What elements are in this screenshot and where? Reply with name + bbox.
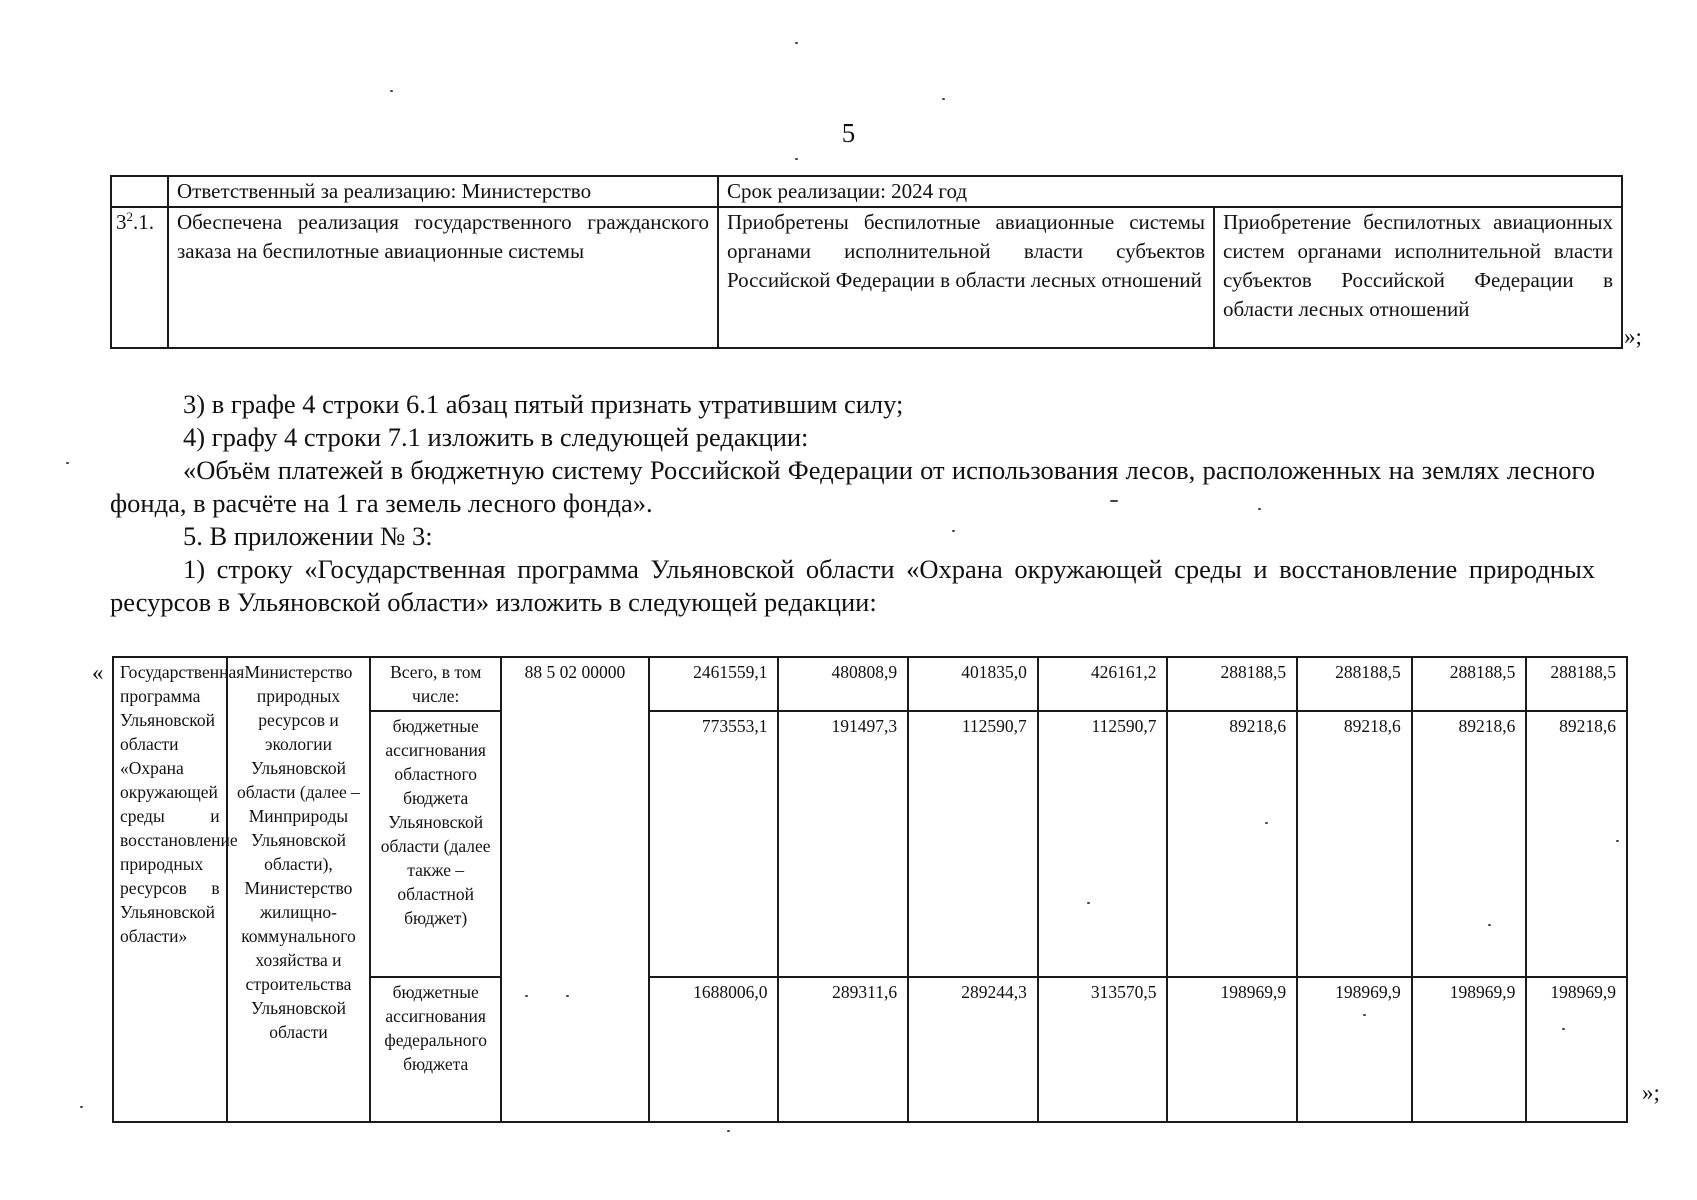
responsible-cell: Ответственный за реализацию: Министерство: [168, 176, 718, 207]
value-cell: 288188,5: [1297, 657, 1412, 711]
value-cell: 198969,9: [1297, 977, 1412, 1122]
scan-speck: [80, 1106, 83, 1108]
paragraph: 5. В приложении № 3:: [183, 521, 433, 551]
scan-speck: [1087, 902, 1090, 904]
value-cell: 2461559,1: [649, 657, 779, 711]
value-cell: 426161,2: [1038, 657, 1168, 711]
value-cell: 773553,1: [649, 711, 779, 977]
scan-speck: [1616, 840, 1619, 842]
scan-speck: [525, 995, 528, 997]
page-number: 5: [841, 118, 856, 148]
amendment-text: [110, 388, 1595, 619]
value-cell: 112590,7: [908, 711, 1038, 977]
acquired-cell: Приобретены беспилотные авиационные системы органами исполнительной власти субъектов Российской Федерации в области лесных отношений: [718, 207, 1214, 348]
value-cell: 89218,6: [1297, 711, 1412, 977]
executors-cell: Министерство природных ресурсов и экологии Ульяновской области (далее – Минприроды Ульяновской области), Министерство жилищно-коммунального хозяйства и строительства Ульяновской области: [227, 657, 371, 1122]
result-cell: Обеспечена реализация государственного гражданского заказа на беспилотные авиационные системы: [168, 207, 718, 348]
value-cell: 89218,6: [1526, 711, 1627, 977]
table-header-row: [111, 176, 1622, 207]
opening-quote: «: [92, 660, 104, 685]
value-cell: 288188,5: [1412, 657, 1527, 711]
value-cell: 288188,5: [1526, 657, 1627, 711]
closing-quote: »;: [1624, 324, 1642, 349]
paragraph: 1) строку «Государственная программа Ульяновской области «Охрана окружающей среды и восстановление природных ресурсов в Ульяновской области» изложить в следующей редакции:: [110, 554, 1595, 617]
paragraph: «Объём платежей в бюджетную систему Российской Федерации от использования лесов, расположенных на землях лесного фонда, в расчёте на 1 га земель лесного фонда».: [110, 455, 1595, 518]
value-cell: 89218,6: [1412, 711, 1527, 977]
value-cell: 289244,3: [908, 977, 1038, 1122]
source-cell: Всего, в том числе:: [370, 657, 501, 711]
scan-speck: [1488, 924, 1491, 926]
scan-speck: [727, 1130, 730, 1132]
source-cell: бюджетные ассигнования федерального бюджета: [370, 977, 501, 1122]
value-cell: 1688006,0: [649, 977, 779, 1122]
scan-speck: [1363, 1014, 1366, 1016]
budget-code-cell: 88 5 02 00000: [501, 657, 649, 1122]
table-row: [111, 207, 1622, 348]
scan-speck: [1110, 500, 1118, 502]
value-cell: 480808,9: [778, 657, 908, 711]
scan-speck: [566, 995, 569, 997]
value-cell: 289311,6: [778, 977, 908, 1122]
table-goals: [110, 175, 1623, 349]
scan-speck: [952, 530, 955, 532]
closing-quote: »;: [1642, 1080, 1660, 1105]
value-cell: 198969,9: [1526, 977, 1627, 1122]
source-cell: бюджетные ассигнования областного бюджета Ульяновской области (далее также – областной бюджет): [370, 711, 501, 977]
scan-speck: [795, 158, 798, 160]
value-cell: 89218,6: [1167, 711, 1297, 977]
table-financing: [112, 656, 1628, 1123]
value-cell: 191497,3: [778, 711, 908, 977]
value-cell: 198969,9: [1412, 977, 1527, 1122]
scan-speck: [1562, 1028, 1565, 1030]
paragraph: 3) в графе 4 строки 6.1 абзац пятый признать утратившим силу;: [183, 389, 904, 419]
program-name-cell: Государственная программа Ульяновской области «Охрана окружающей среды и восстановление природных ресурсов в Ульяновской области»: [113, 657, 227, 1122]
value-cell: 288188,5: [1167, 657, 1297, 711]
scan-speck: [795, 42, 798, 44]
value-cell: 198969,9: [1167, 977, 1297, 1122]
row-number: $3^2.1$.: [111, 207, 168, 348]
scan-speck: [390, 90, 393, 92]
scan-speck: [942, 98, 945, 100]
scan-speck: [66, 462, 69, 464]
acquisition-cell: Приобретение беспилотных авиационных систем органами исполнительной власти субъектов Российской Федерации в области лесных отношений: [1214, 207, 1622, 348]
paragraph: 4) графу 4 строки 7.1 изложить в следующей редакции:: [183, 422, 809, 452]
value-cell: 112590,7: [1038, 711, 1168, 977]
term-cell: Срок реализации: 2024 год: [718, 176, 1622, 207]
scan-speck: [1265, 822, 1268, 824]
table-row: [113, 657, 1627, 711]
scan-speck: [1258, 508, 1261, 510]
header-empty-cell: [111, 176, 168, 207]
value-cell: 401835,0: [908, 657, 1038, 711]
value-cell: 313570,5: [1038, 977, 1168, 1122]
